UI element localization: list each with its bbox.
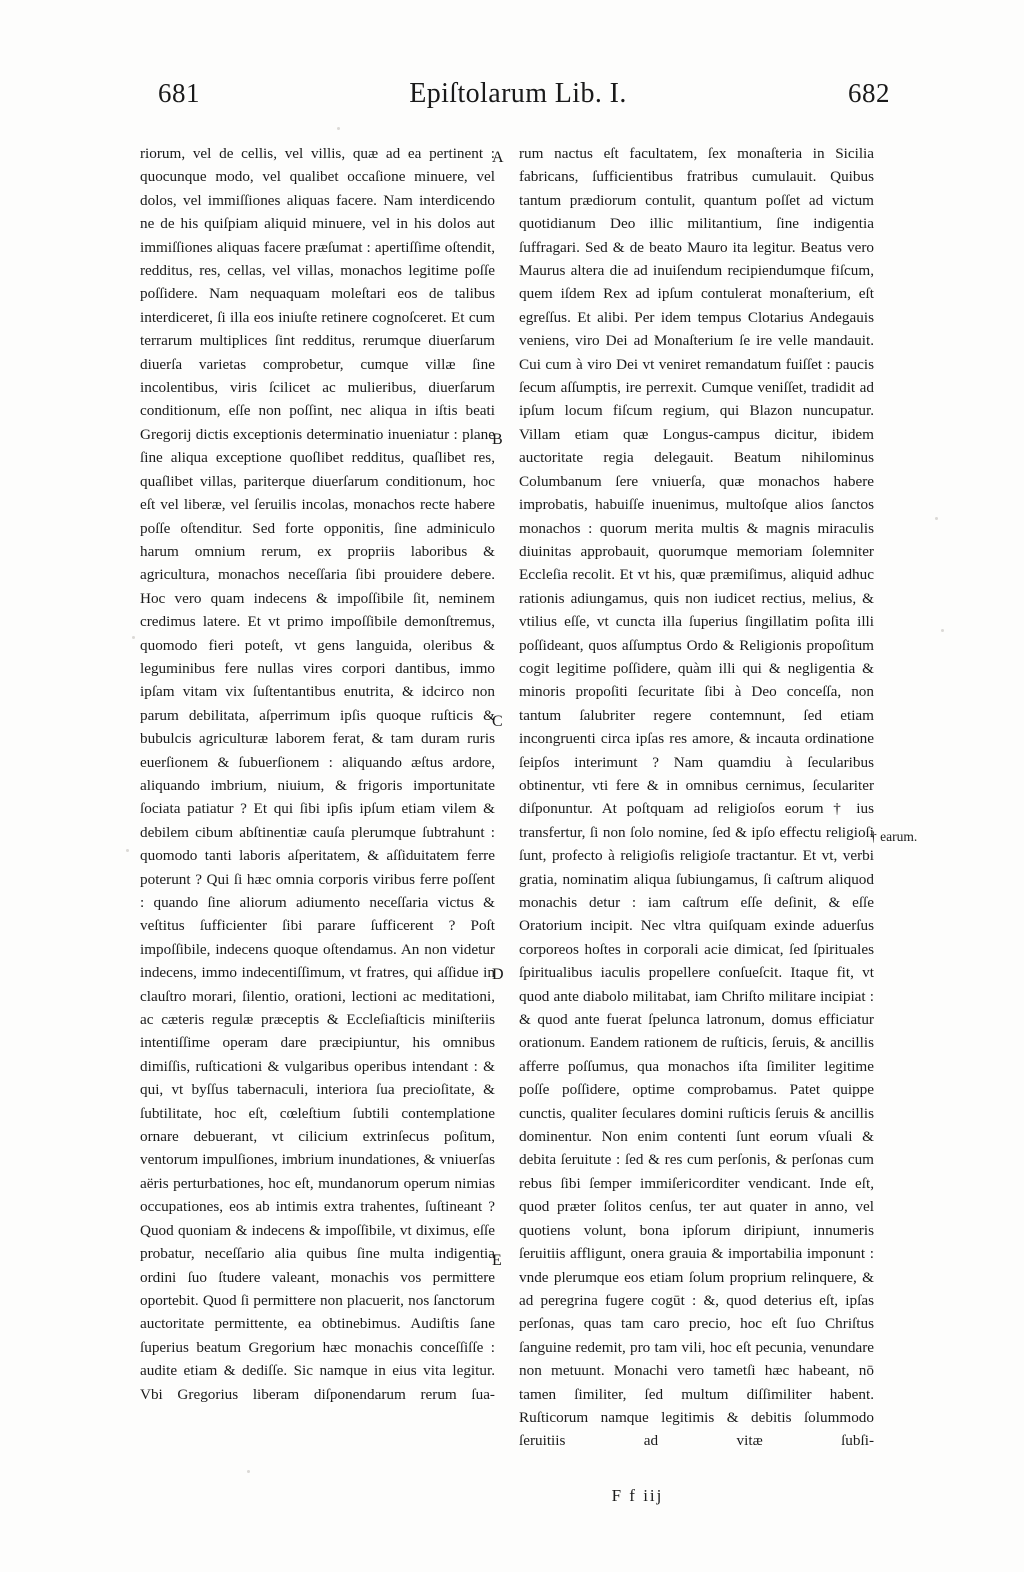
- scan-speck: [247, 1470, 250, 1473]
- page-title: Epiſtolarum Lib. I.: [409, 78, 627, 109]
- folio-number-right: 682: [848, 78, 890, 108]
- margin-letter-e: E: [492, 1252, 502, 1269]
- scan-speck: [935, 517, 938, 520]
- folio-number-left: 681: [158, 78, 200, 108]
- margin-letter-c: C: [492, 713, 503, 730]
- margin-letter-b: B: [492, 431, 503, 448]
- scan-speck: [941, 629, 944, 632]
- scan-speck: [337, 127, 340, 130]
- margin-letter-a: A: [492, 149, 504, 166]
- column-right-text: rum nactus eſt facultatem, ſex monaſteria in Sicilia fabricans, ſufficientibus fratribus cumulauit. Quibus tantum prædiorum contulit, quantum poſſet ad victum quotidianum Deo illic militantium, ſine indigentia ſuffragari. Sed & de beato Mauro ita legitur. Beatus vero Maurus altera die ad inuiſendum recipiendumque fiſcum, quem iſdem Rex ad ipſum contulerat monaſterium, eſt egreſſus. Et alibi. Per idem tempus Clotarius Andegauis veniens, viro Dei ad Monaſterium ſe ire velle mandauit. Cui cum à viro Dei vt veniret remandatum fuiſſet : paucis ſecum aſſumptis, ire perrexit. Cumque veniſſet, tradidit ad ipſum locum fiſcum regium, qui Blazon nuncupatur. Villam etiam quæ Longus-campus dicitur, ibidem auctoritate regia delegauit. Beatum nihilominus Columbanum ſere vniuerſa, quæ monachos habere improbatis, habuiſſe inuenimus, multoſque alios ſanctos monachos : quorum merita multis & magnis miraculis diuinitas approbauit, quorumque memoriam ſolemniter Eccleſia recolit. Et vt his, quæ præmiſimus, aliquid adhuc rationis adiungamus, quis non iudicet rectius, melius, & vtilius eſſe, vt cuncta illa ſuperius ſingillatim poſita illi poſſideant, quos aſſumptus Ordo & Religionis propoſitum cogit legitime poſſidere, quàm illi qui & negligentia & minoris propoſiti ſecuritate ſibi à Deo conceſſa, non tantum ſalubriter regere contemnunt, ſed etiam incongruenti circa ipſas res amore, & incauta ordinatione ſeipſos interimunt ? Nam quamdiu à ſecularibus obtinentur, vti fere & in omnibus cernimus, ſeculariter diſponuntur. At poſtquam ad religioſos eorum † ius transfertur, ſi non ſolo nomine, ſed & ipſo effectu religioſi ſunt, profecto à religioſis religioſe tractantur. Et vt, verbi gratia, nominatim aliqua ſubiungamus, ſi caſtrum aliquod monachis detur : iam caſtrum eſſe deſinit, & eſſe Oratorium incipit. Nec vltra quiſquam exinde aduerſus corporeos hoſtes in corporali acie dimicat, ſed ſpirituales ſpiritualibus iaculis propellere conſueſcit. Itaque fit, vt quod ante diabolo militabat, iam Chriſto militare incipiat : & quod ante fuerat ſpelunca latronum, domus efficiatur orationum. Eandem rationem de ruſticis, ſeruis, & ancillis afferre poſſumus, qua monachos iſta ſimiliter legitime poſſe poſſidere, optime comprobamus. Patet quippe cunctis, qualiter ſeculares domini ruſticis ſeruis & ancillis dominentur. Non enim contenti ſunt eorum vſuali & debita ſeruitute : ſed & res cum perſonis, & perſonas cum rebus ſibi ſemper immiſericorditer vendicant. Inde eſt, quod præter ſolitos cenſus, ter aut quater in anno, vel quotiens volunt, bona ipſorum diripiunt, innumeris ſeruitiis affligunt, onera grauia & importabilia imponunt : vnde plerumque eos etiam ſolum proprium relinquere, & ad peregrina fugere cogūt : &, quod deterius eſt, ipſas perſonas, quas tam caro precio, hoc eſt ſuo Chriſtus ſanguine redemit, pro tam vili, hoc eſt pecunia, venundare non metuunt. Monachi vero tametſi hæc habeant, nō tamen ſimiliter, ſed multum diſſimiliter habent. Ruſticorum namque legitimis & debitis ſolummodo ſeruitiis ad vitæ ſubſi-: [519, 145, 874, 1450]
- column-left: [140, 142, 495, 1406]
- scan-speck: [126, 849, 129, 852]
- column-left-text: riorum, vel de cellis, vel villis, quæ ad ea pertinent : quocunque modo, vel qualibet occaſione minuere, vel dolos, vel immiſſiones aliquas facere. Nam interdicendo ne de his quiſpiam aliquid minuere, vel in his dolos aut immiſſiones aliquas facere præſumat : apertiſſime oſtendit, redditus, res, cellas, vel villas, monachos legitime poſſe poſſidere. Nam nequaquam moleſtari eos de talibus interdiceret, ſi illa eos iniuſte retinere cognoſceret. Et cum terrarum multiplices ſint redditus, rerumque diuerſarum diuerſa varietas comprobetur, cumque villæ ſine incolentibus, viris ſcilicet ac mulieribus, diuerſarum conditionum, eſſe non poſſint, nec aliqua in iſtis beati Gregorij dictis exceptionis determinatio inueniatur : plane ſine aliqua exceptione quoſlibet redditus, quaſlibet res, quaſlibet villas, pariterque diuerſarum conditionum, hoc eſt vel liberæ, vel ſeruilis incolas, monachos recte habere poſſe oſtenditur. Sed forte opponitis, ſine adminiculo harum omnium rerum, ex propriis laboribus & agricultura, monachos neceſſaria ſibi prouidere debere. Hoc vero quam indecens & impoſſibile ſit, neminem credimus latere. Et vt primo impoſſibile demonſtremus, quomodo fieri poteſt, vt gens languida, oleribus & leguminibus fere nullas vires corpori dantibus, immo ipſam vitam vix ſuſtentantibus enutrita, & idcirco non parum debilitata, aſperrimum ipſis quoque ruſticis & bubulcis agriculturæ laborem ferat, & tam duram ruris euerſionem & ſubuerſionem : aliquando æſtus ardore, aliquando imbrium, niuium, & frigoris importunitate ſociata patiatur ? Et qui ſibi ipſis ipſum etiam vilem & debilem cibum abſtinentiæ cauſa plerumque ſubtrahunt : quomodo tanti laboris aſperitatem, & aſſiduitatem ferre poterunt ? Qui ſi hæc omnia corporis viribus ferre poſſent : quando ſine aliorum adiumento neceſſaria victus & veſtitus ſufficienter ſibi parare ſufficerent ? Poſt impoſſibile, indecens quoque oſtendamus. An non videtur indecens, immo indecentiſſimum, vt fratres, qui aſſidue in clauſtro morari, ſilentio, orationi, lectioni ac meditationi, ac cæteris regulæ præceptis & Eccleſiaſticis miniſteriis intentiſſime operam dare præcipiuntur, his omnibus dimiſſis, ruſticationi & vulgaribus operibus intendant : & qui, vt byſſus tabernaculi, interiora ſua precioſitate, & ſubtilitate, hoc eſt, cœleſtium ſubtili contemplatione ornare debuerant, vt cilicium extrinſecus poſitum, ventorum impulſiones, imbrium inundationes, & vniuerſas aëris perturbationes, hoc eſt, mundanorum operum nimias occupationes, eos ab intimis extra trahentes, ſuſtineant ? Quod quoniam & indecens & impoſſibile, vt diximus, eſſe probatur, neceſſario alia quibus ſine multa indigentia ordini ſuo ſtudere valeant, monachis vos permittere oportebit. Quod ſi permittere non placuerit, nos ſanctorum auctoritate permittente, ea obtinebimus. Audiſtis ſane ſuperius beatum Gregorium hæc monachis conceſſiſſe : audite etiam & dediſſe. Sic namque in eius vita legitur. Vbi Gregorius liberam diſponendarum rerum ſua-: [140, 145, 495, 1403]
- running-head: [140, 78, 896, 124]
- margin-note: † earum.: [870, 829, 918, 844]
- column-right: [519, 142, 874, 1453]
- scan-speck: [132, 636, 135, 639]
- margin-letter-d: D: [492, 966, 504, 983]
- quire-signature: F f iij: [611, 1486, 664, 1505]
